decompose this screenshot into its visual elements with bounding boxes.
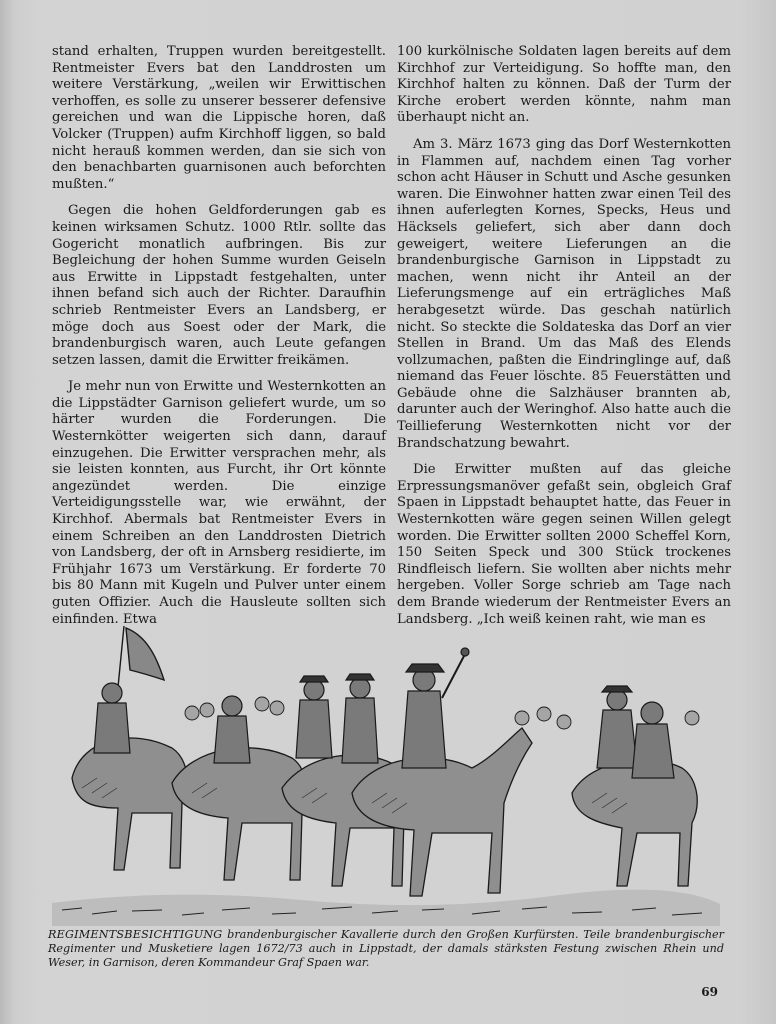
caption-lead: REGIMENTSBESICHTIGUNG (48, 928, 223, 941)
rider-5-kurfuerst (402, 648, 469, 768)
left-paragraph-1: stand erhalten, Truppen wurden bereitgestellt. Rentmeister Evers bat den Landdrosten um weitere Verstärkung, „weilen wir Erwittischen verhoffen, es solle zu unserer besserer defensive gereichen und wan die Lippische horen, daß Volcker (Truppen) aufm Kirchhoff liggen, so bald nicht herauß kommen werden, dan sie sich von den benachbarten guarnisonen auch beforchten mußten.“ (52, 44, 386, 192)
left-paragraph-2: Gegen die hohen Geldforderungen gab es keinen wirksamen Schutz. 1000 Rtlr. sollte das Gogericht monatlich aufbringen. Bis zur Begleichung der hohen Summe wurden Geiseln aus Erwitte in Lippstadt festgehalten, unter ihnen befand sich auch der Richter. Daraufhin schrieb Rentmeister Evers an Landsberg, er möge doch aus Soest oder der Mark, die brandenburgisch waren, auch Leute gefangen setzen lassen, damit die Erwitter freikämen. (52, 203, 386, 368)
ground-shape (52, 890, 720, 926)
rider-2 (214, 696, 250, 763)
left-paragraph-3: Je mehr nun von Erwitte und Westernkotten an die Lippstädter Garnison geliefert wurde, um so härter wurden die Forderungen. Die Westernkötter weigerten sich dann, darauf einzugehen. Die Erwitter versprachen mehr, als sie leisten konnten, aus Furcht, ihr Ort könnte angezündet werden. Die einzige Verteidigungsstelle war, wie erwähnt, der Kirchhof. Abermals bat Rentmeister Evers in einem Schreiben an den Landdrosten Dietrich von Landsberg, der oft in Arnsberg residierte, im Frühjahr 1673 um Verstärkung. Er forderte 70 bis 80 Mann mit Kugeln und Pulver unter einem guten Offizier. Auch die Hausleute sollten sich einfinden. Etwa (52, 379, 386, 627)
rider-3 (296, 676, 332, 758)
figure-caption (48, 928, 724, 971)
rider-1 (94, 683, 130, 753)
rider-6 (597, 686, 637, 768)
right-paragraph-3: Die Erwitter mußten auf das gleiche Erpressungsmanöver gefaßt sein, obgleich Graf Spaen in Lippstadt behauptet hatte, das Feuer in Westernkotten wäre gegen seinen Willen gelegt worden. Die Erwitter sollten 2000 Scheffel Korn, 150 Seiten Speck und 300 Stück trockenes Rindfleisch liefern. Sie wollten aber nichts mehr hergeben. Voller Sorge schrieb am Tage nach dem Brande wiederum der Rentmeister Evers an Landsberg. „Ich weiß keinen raht, wie man es (397, 462, 731, 627)
engraving-icon (52, 618, 720, 926)
right-paragraph-2: Am 3. März 1673 ging das Dorf Westernkotten in Flammen auf, nachdem einen Tag vorher schon acht Häuser in Schutt und Asche gesunken waren. Die Einwohner hatten zwar einen Teil des ihnen auferlegten Kornes, Specks, Heus und Häcksels geliefert, sich aber dann doch geweigert, weitere Lieferungen an die brandenburgische Garnison in Lippstadt zu machen, wenn nicht ihr Anteil an der Lieferungsmenge auf ein erträgliches Maß herabgesetzt würde. Das geschah natürlich nicht. So steckte die Soldateska das Dorf an vier Stellen in Brand. Um das Maß des Elends vollzumachen, paßten die Eindringlinge auf, daß niemand das Feuer löschte. 85 Feuerstätten und Gebäude ohne die Salzhäuser brannten ab, darunter auch der Weringhof. Also hatte auch die Teillieferung Westernkotten nicht vor der Brandschatzung bewahrt. (397, 136, 731, 451)
right-text-column (397, 44, 731, 638)
left-text-column (52, 44, 386, 638)
cavalry-engraving-illustration (52, 618, 720, 926)
caption-text: brandenburgischer Kavallerie durch den Großen Kurfürsten. Teile brandenburgischer Regimenter und Musketiere lagen 1672/73 auch in Lippstadt, der damals stärksten Festung zwischen Rhein und Weser, in Garnison, deren Kommandeur Graf Spaen war. (48, 928, 724, 970)
rider-4 (342, 674, 378, 763)
right-paragraph-1: 100 kurkölnische Soldaten lagen bereits auf dem Kirchhof zur Verteidigung. So hoffte man, den Kirchhof halten zu können. Daß der Turm der Kirche erobert werden könnte, nahm man überhaupt nicht an. (397, 44, 731, 126)
page-number: 69 (701, 985, 718, 999)
rider-7 (632, 702, 674, 778)
